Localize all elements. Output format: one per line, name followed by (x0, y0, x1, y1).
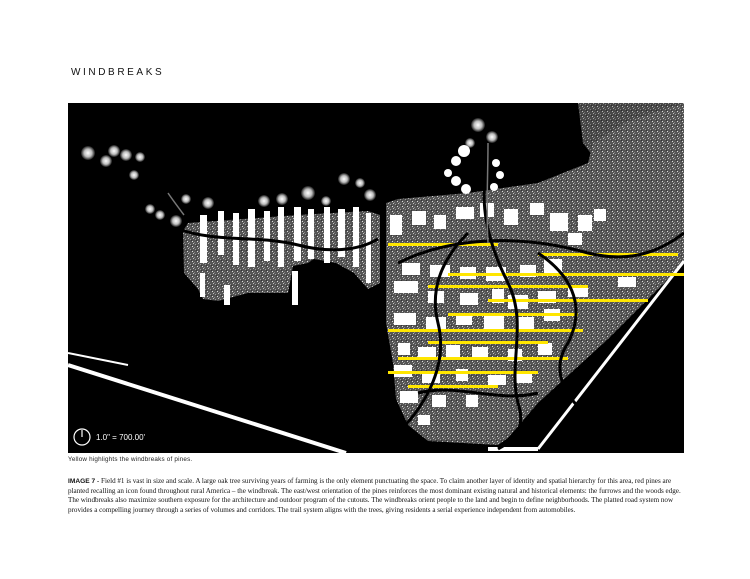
site-plan-diagram (68, 103, 684, 453)
page-title: WINDBREAKS (71, 67, 165, 78)
southwest-road-b (68, 353, 128, 365)
oak-grove (444, 145, 504, 194)
image-label: IMAGE 7 (68, 478, 96, 485)
scale-label: 1.0" = 700.00' (96, 433, 146, 442)
image-caption: Yellow highlights the windbreaks of pines. (68, 456, 193, 463)
scale-compass-icon (73, 428, 91, 446)
description-text: - Field #1 is vast in size and scale. A large oak tree surviving years of farming is the only element punctuating the space. To claim another layer of identity and spatial hierarchy for this area, red pines are planted recalling an icon found throughout rural America – the windbreak. The east/west orientation of the pines reinforces the most dominant existing natural and historical elements: the furrows and the woods edge. The windbreaks also maximize southern exposure for the architecture and outdoor program of the cutouts. The windbreaks orient people to the land and begin to define neighborhoods. The platted road system now provides a compelling journey through a series of volumes and corridors. The trail system aligns with the trees, giving residents a serial experience independent from automobiles. (68, 477, 681, 514)
description-paragraph (68, 477, 685, 515)
